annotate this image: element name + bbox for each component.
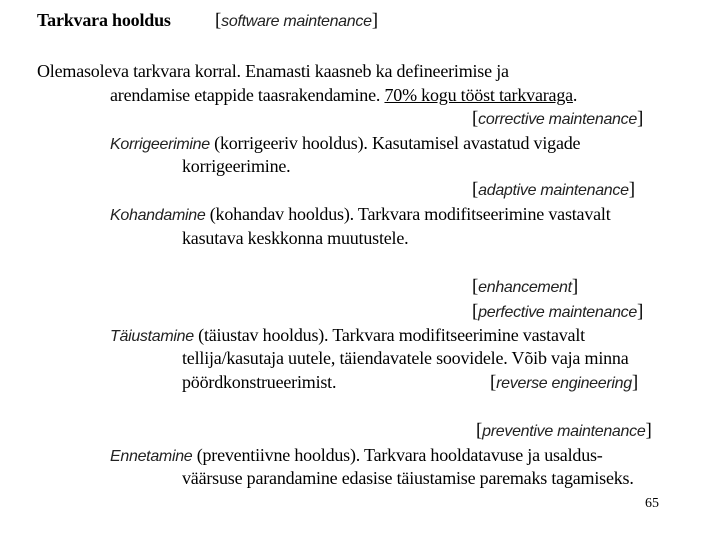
bracket: ] bbox=[571, 276, 578, 297]
corrective-line-2: korrigeerimine. bbox=[182, 156, 291, 176]
term-name: Ennetamine bbox=[110, 448, 193, 465]
bracket: [ bbox=[476, 420, 483, 441]
term-text: corrective maintenance bbox=[478, 111, 637, 128]
term-text: perfective maintenance bbox=[478, 304, 637, 321]
term-text: adaptive maintenance bbox=[478, 182, 629, 199]
term-text: enhancement bbox=[478, 279, 572, 296]
preventive-term bbox=[476, 418, 652, 444]
bracket: [ bbox=[490, 372, 497, 393]
bracket: ] bbox=[636, 301, 644, 322]
term-name: Korrigeerimine bbox=[110, 136, 210, 153]
bracket: ] bbox=[631, 372, 639, 393]
bracket: [ bbox=[472, 276, 479, 297]
adaptive-line-1 bbox=[110, 202, 611, 228]
title-term bbox=[215, 8, 378, 34]
bracket: ] bbox=[371, 10, 378, 31]
adaptive-term bbox=[472, 177, 635, 203]
enhancement-term bbox=[472, 274, 578, 300]
term-name: Täiustamine bbox=[110, 328, 194, 345]
intro-line-1: Olemasoleva tarkvara korral. Enamasti kaasneb ka defineerimise ja bbox=[37, 61, 509, 81]
definition-text: (kohandav hooldus). Tarkvara modifitseerimine vastavalt bbox=[205, 204, 611, 224]
preventive-line-2: väärsuse parandamine edasise täiustamise paremaks tagamiseks. bbox=[182, 468, 634, 488]
bracket: [ bbox=[472, 301, 479, 322]
term-text: reverse engineering bbox=[496, 375, 632, 392]
intro-text: arendamise etappide taasrakendamine. bbox=[110, 85, 385, 105]
bracket: ] bbox=[636, 108, 644, 129]
corrective-line-1 bbox=[110, 131, 580, 157]
perfective-term bbox=[472, 299, 643, 325]
perfective-line-2: tellija/kasutaja uutele, täiendavatele soovidele. Võib vaja minna bbox=[182, 348, 629, 368]
perfective-line-3: pöördkonstrueerimist. bbox=[182, 372, 337, 392]
intro-period: . bbox=[572, 85, 578, 105]
reverse-engineering-term bbox=[490, 370, 638, 396]
definition-text: (preventiivne hooldus). Tarkvara hooldatavuse ja usaldus- bbox=[192, 445, 603, 465]
underlined-emphasis: 70% kogu tööst tarkvaraga bbox=[384, 85, 573, 105]
bracket: [ bbox=[472, 179, 479, 200]
term-text: preventive maintenance bbox=[482, 423, 646, 440]
definition-text: (täiustav hooldus). Tarkvara modifitseerimine vastavalt bbox=[193, 325, 585, 345]
definition-text: (korrigeeriv hooldus). Kasutamisel avastatud vigade bbox=[209, 133, 581, 153]
term-text: software maintenance bbox=[221, 13, 372, 30]
bracket: [ bbox=[472, 108, 479, 129]
page-number: 65 bbox=[645, 496, 659, 511]
intro-line-2 bbox=[110, 83, 577, 107]
bracket: [ bbox=[215, 10, 222, 31]
bracket: ] bbox=[628, 179, 635, 200]
bracket: ] bbox=[645, 420, 652, 441]
adaptive-line-2: kasutava keskkonna muutustele. bbox=[182, 228, 409, 248]
term-name: Kohandamine bbox=[110, 207, 206, 224]
slide-title: Tarkvara hooldus bbox=[37, 10, 171, 30]
corrective-term bbox=[472, 106, 643, 132]
